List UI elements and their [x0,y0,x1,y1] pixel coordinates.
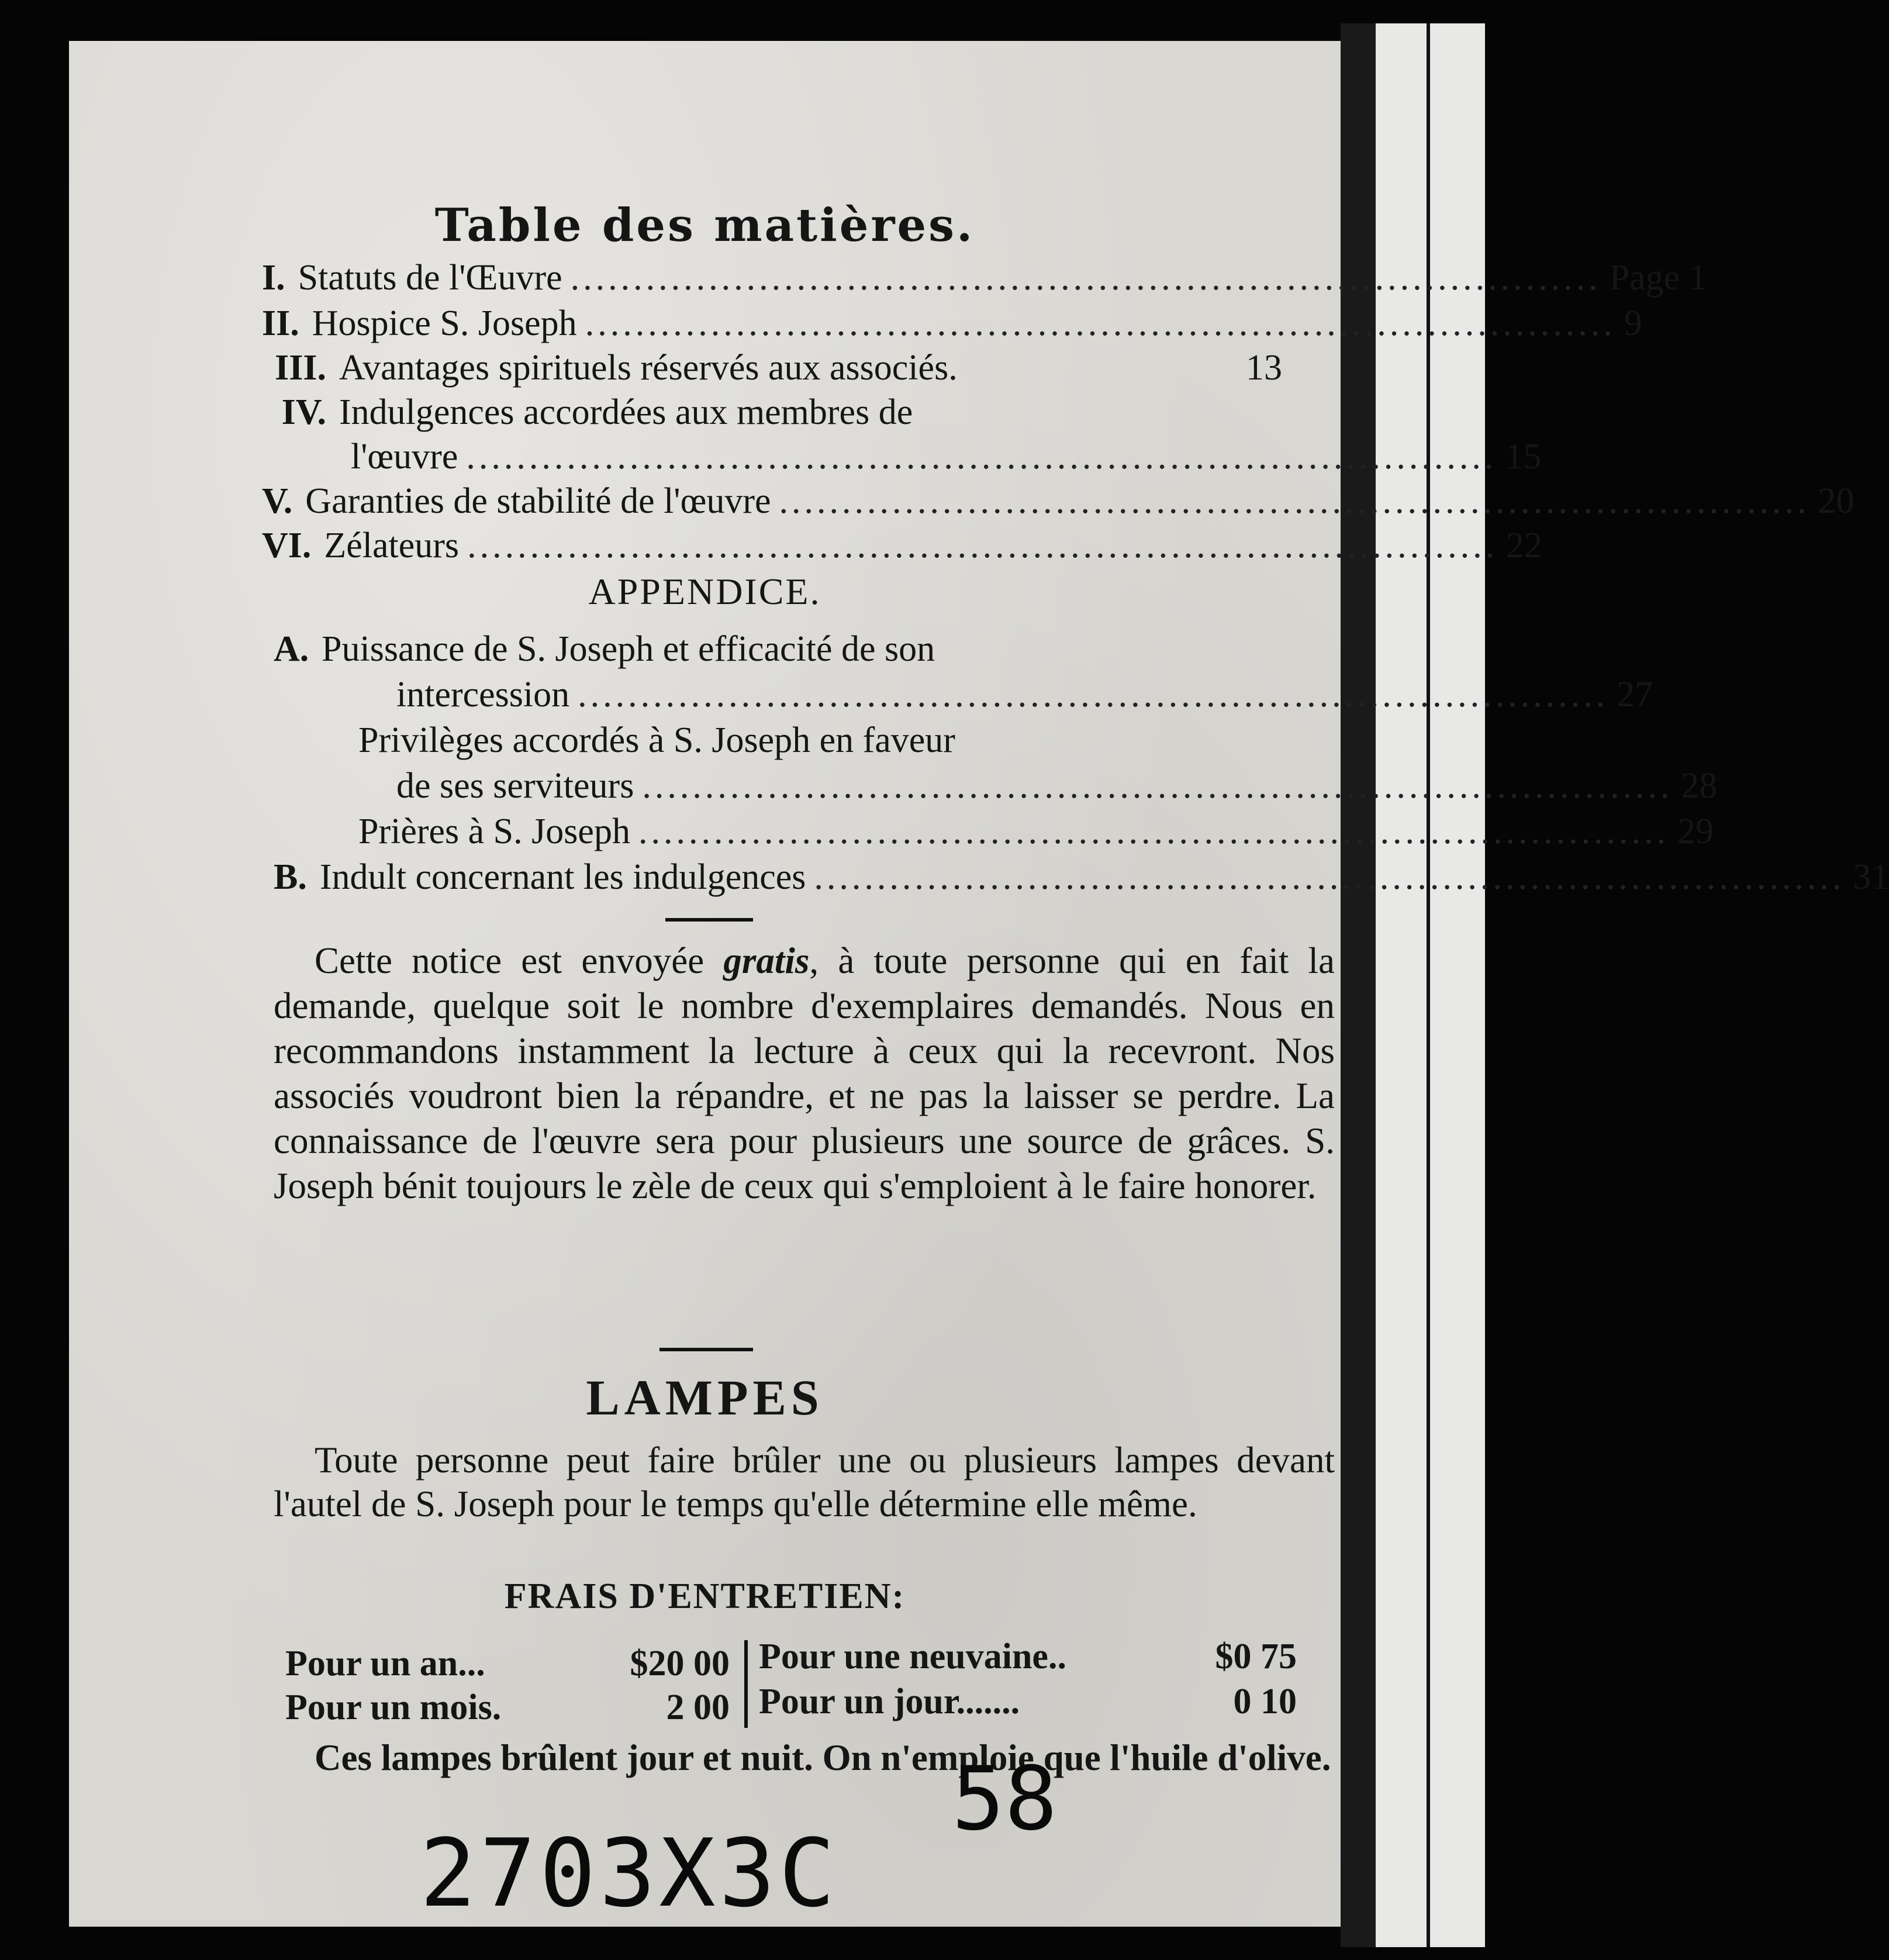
fee-label: Pour une neuvaine.. [759,1637,1066,1676]
fee-price: $20 00 [630,1644,730,1683]
leader-dots: .................................................................................. [578,675,1609,715]
leader-dots: .................................................................................. [467,526,1498,565]
appendix-entry-page: 31 [1853,857,1889,897]
toc-entry [262,347,1282,389]
appendix-entry-page: 27 [1617,675,1653,715]
leader-dots: .................................................................................. [570,258,1601,298]
fee-price: 0 10 [1233,1682,1297,1721]
toc-entry-page: 9 [1624,303,1642,343]
lampes-heading: LAMPES [586,1369,824,1426]
fee-label: Pour un jour....... [759,1682,1020,1721]
page-title: Table des matières. [434,199,975,252]
toc-entry-page: Page 1 [1609,258,1707,298]
appendix-entry-text: Privilèges accordés à S. Joseph en faveur [358,720,955,760]
toc-entry-text: Avantages spirituels réservés aux associés. [339,348,958,388]
appendix-entry [274,629,1282,670]
appendix-entry-text: Puissance de S. Joseph et efficacité de son [322,629,935,669]
leader-dots: .................................................................................. [466,437,1497,477]
fee-label: Pour un mois. [285,1688,502,1727]
section-divider [659,1348,753,1351]
lampes-paragraph: Toute personne peut faire brûler une ou plusieurs lampes devant l'autel de S. Joseph pour le temps qu'elle détermine elle même. [274,1440,1335,1524]
toc-entry-number: II. [262,303,299,343]
leader-dots: .................................................................................. [585,303,1616,343]
notice-emphasis: gratis [723,940,810,981]
toc-entry-text: Statuts de l'Œuvre [298,258,562,298]
toc-entry-page: 20 [1818,481,1855,521]
toc-entry-page: 15 [1505,437,1542,477]
toc-entry-number: V. [262,481,293,521]
appendix-entry-page: 29 [1677,812,1714,851]
appendix-entry [274,720,1282,761]
appendix-entry-text: de ses serviteurs [396,766,634,806]
appendix-entry-letter: B. [274,857,307,897]
toc-entry [262,436,1542,478]
appendix-entry [274,674,1653,716]
toc-entry [262,481,1855,522]
appendix-entry-text: intercession [396,675,570,715]
toc-entry-number: I. [262,258,285,298]
handwritten-page-number: 58 [952,1748,1058,1850]
toc-entry-number: III. [275,348,326,388]
fees-heading: FRAIS D'ENTRETIEN: [504,1576,906,1616]
fee-price: $0 75 [1215,1637,1297,1676]
notice-text-rest: , à toute personne qui en fait la demande, quelque soit le nombre d'exemplaires demandés. Nous en recommandons instamment la lecture à ceux qui la recevront. Nos associés voudront bien la répandre, et ne pas la laisser se perdre. La connaissance de l'œuvre sera pour plusieurs une source de grâces. S. Joseph bénit toujours le zèle de ceux qui s'emploient à le faire honorer. [274,940,1335,1206]
toc-entry [262,392,1282,433]
appendix-entry-text: Indult concernant les indulgences [319,857,806,897]
fees-column-divider [744,1640,748,1728]
appendix-entry [274,811,1714,853]
leader-dots: .................................................................................. [638,812,1669,851]
toc-entry-text: Indulgences accordées aux membres de [339,392,913,432]
toc-entry-page: 22 [1506,526,1543,565]
toc-entry-text: Garanties de stabilité de l'œuvre [305,481,771,521]
toc-entry [262,525,1543,567]
appendix-entry [274,857,1889,898]
section-divider [665,918,753,922]
toc-entry [262,257,1707,299]
toc-entry-text: l'œuvre [351,437,458,477]
notice-text-start: Cette notice est envoyée [315,940,724,981]
toc-entry-number: IV. [281,392,326,432]
appendix-heading: APPENDICE. [588,571,821,612]
toc-entry-text: Zélateurs [324,526,460,565]
leader-dots: .................................................................................. [779,481,1810,521]
handwritten-catalog-number: 2703X3C [420,1818,839,1928]
fee-label: Pour un an... [285,1644,485,1683]
appendix-entry-letter: A. [274,629,309,669]
fee-price: 2 00 [666,1688,730,1727]
appendix-entry-page: 28 [1681,766,1718,806]
toc-entry [262,303,1642,344]
notice-paragraph [274,938,1335,1209]
appendix-entry [274,765,1718,807]
toc-entry-number: VI. [262,526,312,565]
lampes-closing: Ces lampes brûlent jour et nuit. On n'emploie que l'huile d'olive. [315,1737,1331,1778]
leader-dots: .................................................................................. [814,857,1845,897]
toc-entry-page: 13 [1246,348,1282,388]
leader-dots: .................................................................................. [642,766,1673,806]
document-page [69,41,1889,1928]
appendix-entry-text: Prières à S. Joseph [358,812,630,851]
toc-entry-text: Hospice S. Joseph [312,303,577,343]
